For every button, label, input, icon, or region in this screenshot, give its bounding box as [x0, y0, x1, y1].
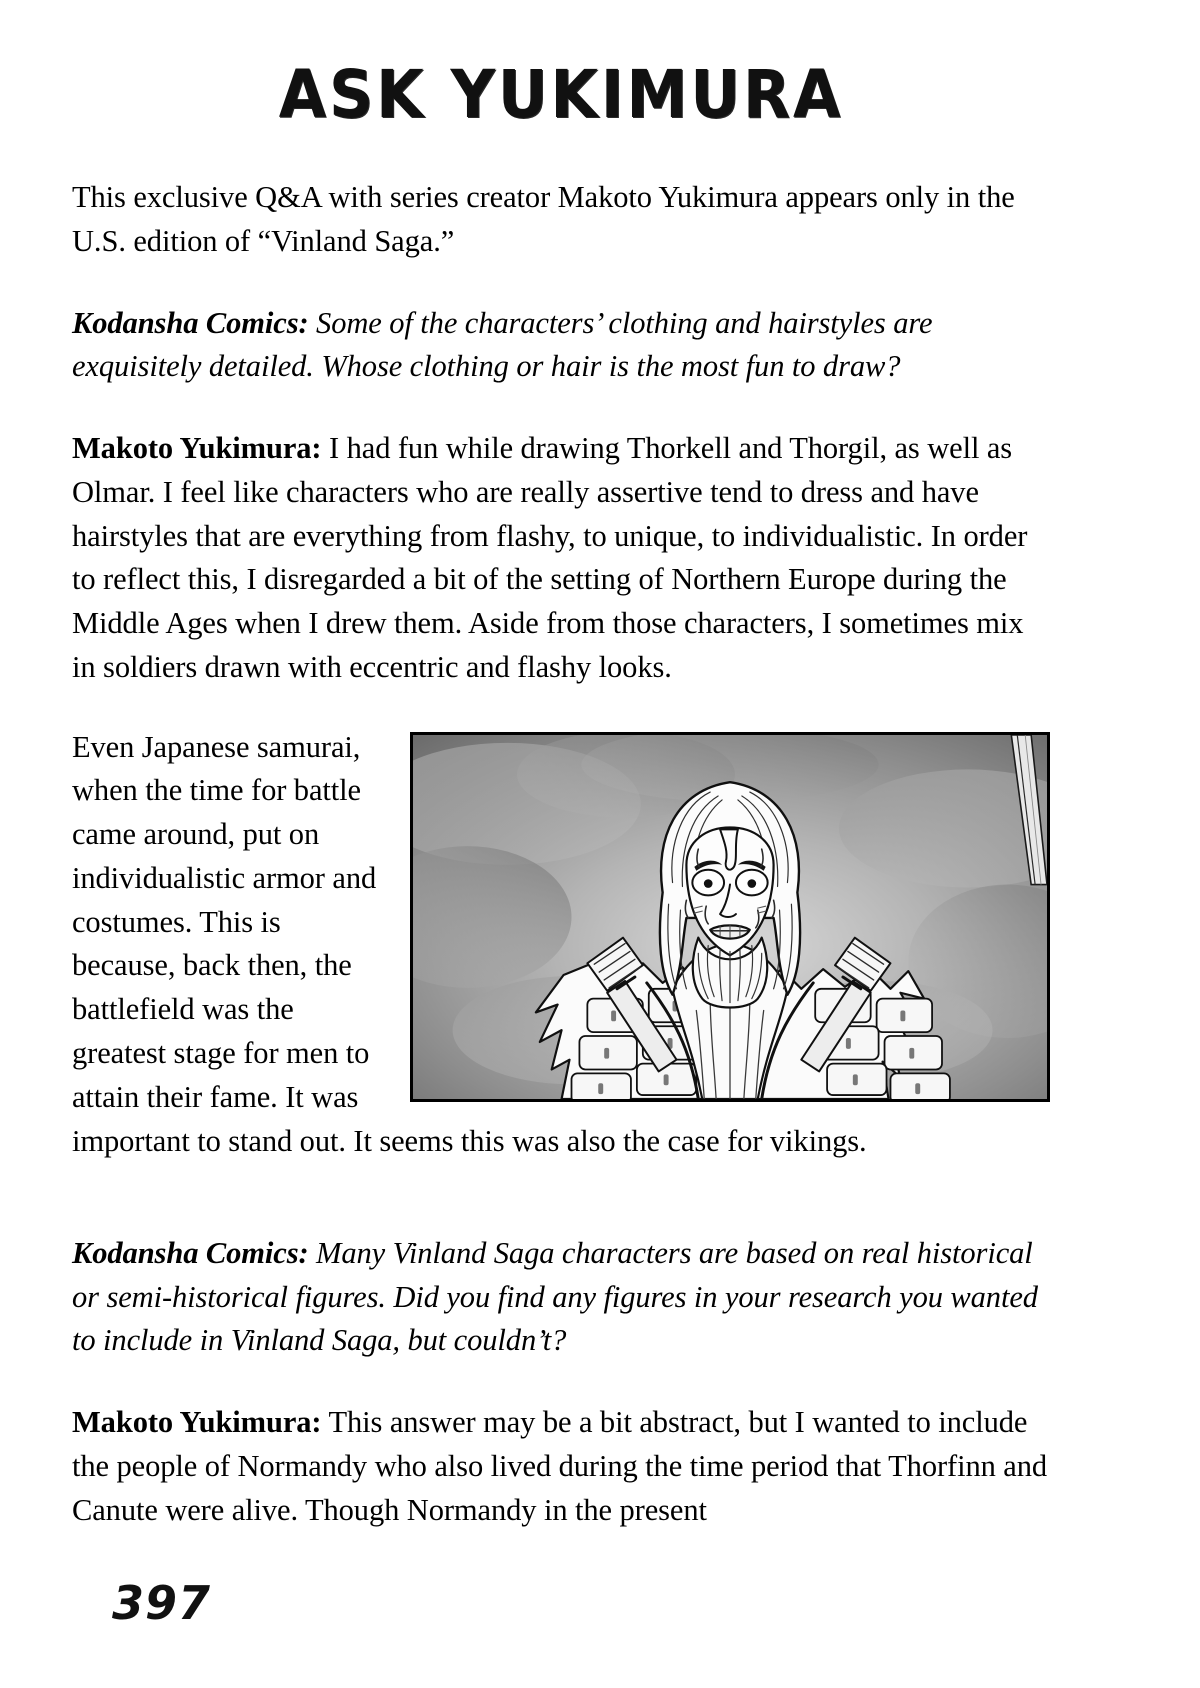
- speaker-label-interviewer-2: Kodansha Comics:: [72, 1235, 309, 1270]
- speaker-label-creator: Makoto Yukimura:: [72, 431, 322, 466]
- speaker-label-creator-2: Makoto Yukimura:: [72, 1405, 322, 1440]
- page-number: 397: [112, 1576, 212, 1630]
- intro-paragraph: This exclusive Q&A with series creator Makoto Yukimura appears only in the U.S. edition of “Vinland Saga.”: [72, 180, 1015, 258]
- manga-panel-warrior: [410, 732, 1050, 1102]
- manga-panel-figure: [410, 732, 1050, 1102]
- illustrated-section: [72, 726, 1050, 1194]
- qa-question-2-text: Many Vinland Saga characters are based on real historical or semi-historical figures. Did you find any figures in your research you wanted to include in Vinland Saga, but couldn’t?: [72, 1235, 1038, 1358]
- qa-question-1: [72, 302, 1050, 390]
- qa-question-2: [72, 1232, 1050, 1363]
- qa-answer-2: [72, 1401, 1050, 1532]
- qa-answer-1: [72, 427, 1050, 690]
- page-title: ASK YUKIMURA: [278, 56, 844, 133]
- page-content: [72, 0, 1050, 1563]
- qa-answer-1-text: I had fun while drawing Thorkell and Thorgil, as well as Olmar. I feel like characters who are really assertive tend to dress and have hairstyles that are everything from flashy, to unique, to individualistic. In order to reflect this, I disregarded a bit of the setting of Northern Europe during the Middle Ages when I drew them. Aside from those characters, I sometimes mix in soldiers drawn with eccentric and flashy looks.: [72, 431, 1028, 684]
- speaker-label-interviewer: Kodansha Comics:: [72, 305, 309, 340]
- qa-question-1-text: Some of the characters’ clothing and hairstyles are exquisitely detailed. Whose clothing or hair is the most fun to draw?: [72, 305, 933, 384]
- qa-answer-2-text: This answer may be a bit abstract, but I wanted to include the people of Normandy who also lived during the time period that Thorfinn and Canute were alive. Though Normandy in the present: [72, 1405, 1048, 1527]
- qa-answer-1-continued: Even Japanese samurai, when the time for battle came around, put on individualistic armor and costumes. This is because, back then, the battlefield was the greatest stage for men to attain their fame. It was important to stand out. It seems this was also the case for vikings.: [72, 729, 867, 1158]
